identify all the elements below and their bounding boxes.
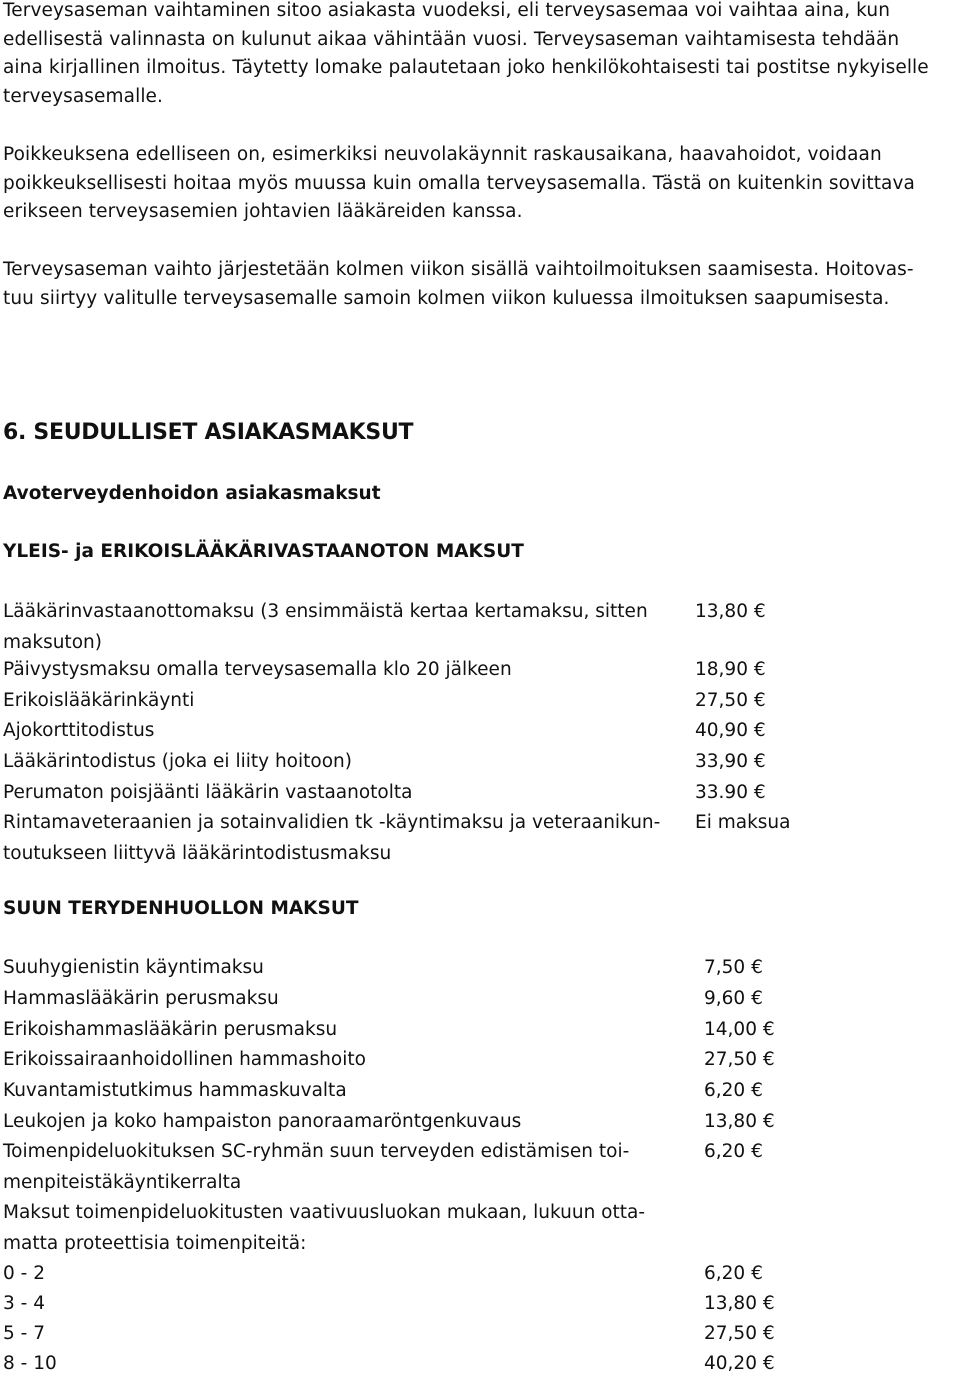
fee-label (3, 984, 279, 1015)
fee-label-line: Lääkärinvastaanottomaksu (3 ensimmäistä kertaa kertamaksu, sitten (3, 601, 648, 622)
text-line: edellisestä valinnasta on kulunut aikaa vähintään vuosi. Terveysaseman vaihtamisesta tehdään (3, 28, 900, 50)
fee-label-line: matta proteettisia toimenpiteitä: (3, 1232, 307, 1254)
fee-label (3, 1015, 337, 1046)
fee-label-line: Erikoissairaanhoidollinen hammashoito (3, 1049, 366, 1070)
fee-price: 6,20 € (704, 1080, 763, 1101)
fee-label-line: 0 - 2 (3, 1263, 45, 1284)
fee-label (3, 686, 194, 717)
fee-label (3, 808, 660, 869)
fee-price: 13,80 € (704, 1293, 775, 1314)
fee-label-line: 5 - 7 (3, 1323, 45, 1344)
fee-label (3, 1289, 45, 1320)
fee-price: 18,90 € (695, 659, 766, 680)
fee-label-line: Lääkärintodistus (joka ei liity hoitoon) (3, 751, 352, 772)
fee-label (3, 1349, 57, 1380)
fee-label (3, 1198, 645, 1259)
fee-price: 14,00 € (704, 1019, 775, 1040)
section-subtitle: Avoterveydenhoidon asiakasmaksut (3, 483, 381, 504)
dental-fees-heading: SUUN TERYDENHUOLLON MAKSUT (3, 898, 359, 919)
intro-paragraph-1 (3, 0, 953, 111)
fee-price: 40,20 € (704, 1353, 775, 1374)
section-title: 6. SEUDULLISET ASIAKASMAKSUT (3, 420, 414, 445)
fee-label-line: Toimenpideluokituksen SC-ryhmän suun terveyden edistämisen toi- (3, 1141, 630, 1162)
fee-label (3, 1045, 366, 1076)
fee-price: Ei maksua (695, 812, 791, 833)
fee-price: 7,50 € (704, 957, 763, 978)
fee-label-line: maksuton) (3, 631, 102, 653)
text-line: aina kirjallinen ilmoitus. Täytetty lomake palautetaan joko henkilökohtaisesti tai postitse nykyiselle (3, 57, 929, 78)
fee-price: 6,20 € (704, 1263, 763, 1284)
fee-label-line: Suuhygienistin käyntimaksu (3, 957, 264, 978)
fee-label-line: 8 - 10 (3, 1353, 57, 1374)
fee-label (3, 1107, 521, 1138)
intro-paragraph-2 (3, 141, 953, 227)
text-line: Terveysaseman vaihtaminen sitoo asiakasta vuodeksi, eli terveysasemaa voi vaihtaa aina, kun (3, 0, 891, 21)
fee-label-line: Kuvantamistutkimus hammaskuvalta (3, 1080, 347, 1101)
fee-label (3, 747, 352, 778)
text-line: Terveysaseman vaihto järjestetään kolmen viikon sisällä vaihtoilmoituksen saamisesta. Hoitovas- (3, 259, 914, 280)
text-line: terveysasemalle. (3, 85, 164, 107)
fee-label-line: Maksut toimenpideluokitusten vaativuusluokan mukaan, lukuun otta- (3, 1202, 646, 1223)
fee-price: 27,50 € (695, 690, 766, 711)
fee-price: 13,80 € (704, 1111, 775, 1132)
fee-label-line: 3 - 4 (3, 1293, 45, 1314)
fee-price: 33.90 € (695, 782, 766, 803)
text-line: poikkeuksellisesti hoitaa myös muussa kuin omalla terveysasemalla. Tästä on kuitenkin sovittava (3, 172, 915, 194)
fee-label-line: Leukojen ja koko hampaiston panoraamaröntgenkuvaus (3, 1111, 522, 1132)
fee-label-line: Perumaton poisjäänti lääkärin vastaanotolta (3, 782, 413, 803)
fee-label (3, 597, 648, 658)
fee-label (3, 1076, 347, 1107)
fee-label-line: Ajokorttitodistus (3, 720, 155, 741)
fee-label (3, 953, 264, 984)
fee-label (3, 716, 154, 747)
fee-price: 27,50 € (704, 1323, 775, 1344)
text-line: Poikkeuksena edelliseen on, esimerkiksi neuvolakäynnit raskausaikana, haavahoidot, voidaan (3, 144, 882, 165)
fee-price: 6,20 € (704, 1141, 763, 1162)
intro-paragraph-3 (3, 256, 953, 313)
fee-price: 40,90 € (695, 720, 766, 741)
fee-label (3, 1259, 45, 1290)
fee-label-line: Hammaslääkärin perusmaksu (3, 988, 279, 1009)
fee-price: 27,50 € (704, 1049, 775, 1070)
fee-label-line: Erikoislääkärinkäynti (3, 690, 195, 711)
fee-label-line: Rintamaveteraanien ja sotainvalidien tk -käyntimaksu ja veteraanikun- (3, 812, 661, 833)
fee-label-line: toutukseen liittyvä lääkärintodistusmaksu (3, 842, 392, 864)
fee-price: 9,60 € (704, 988, 763, 1009)
fee-label-line: menpiteistäkäyntikerralta (3, 1171, 242, 1193)
text-line: erikseen terveysasemien johtavien lääkäreiden kanssa. (3, 201, 523, 222)
fee-price: 13,80 € (695, 601, 766, 622)
fee-label (3, 655, 512, 686)
fee-label-line: Päivystysmaksu omalla terveysasemalla klo 20 jälkeen (3, 659, 512, 680)
fee-label-line: Erikoishammaslääkärin perusmaksu (3, 1019, 338, 1040)
text-line: tuu siirtyy valitulle terveysasemalle samoin kolmen viikon kuluessa ilmoituksen saapumisesta. (3, 287, 890, 309)
fee-label (3, 1319, 45, 1350)
fee-label (3, 778, 412, 809)
fee-price: 33,90 € (695, 751, 766, 772)
fee-label (3, 1137, 629, 1198)
doctor-fees-heading: YLEIS- ja ERIKOISLÄÄKÄRIVASTAANOTON MAKSUT (3, 541, 524, 562)
